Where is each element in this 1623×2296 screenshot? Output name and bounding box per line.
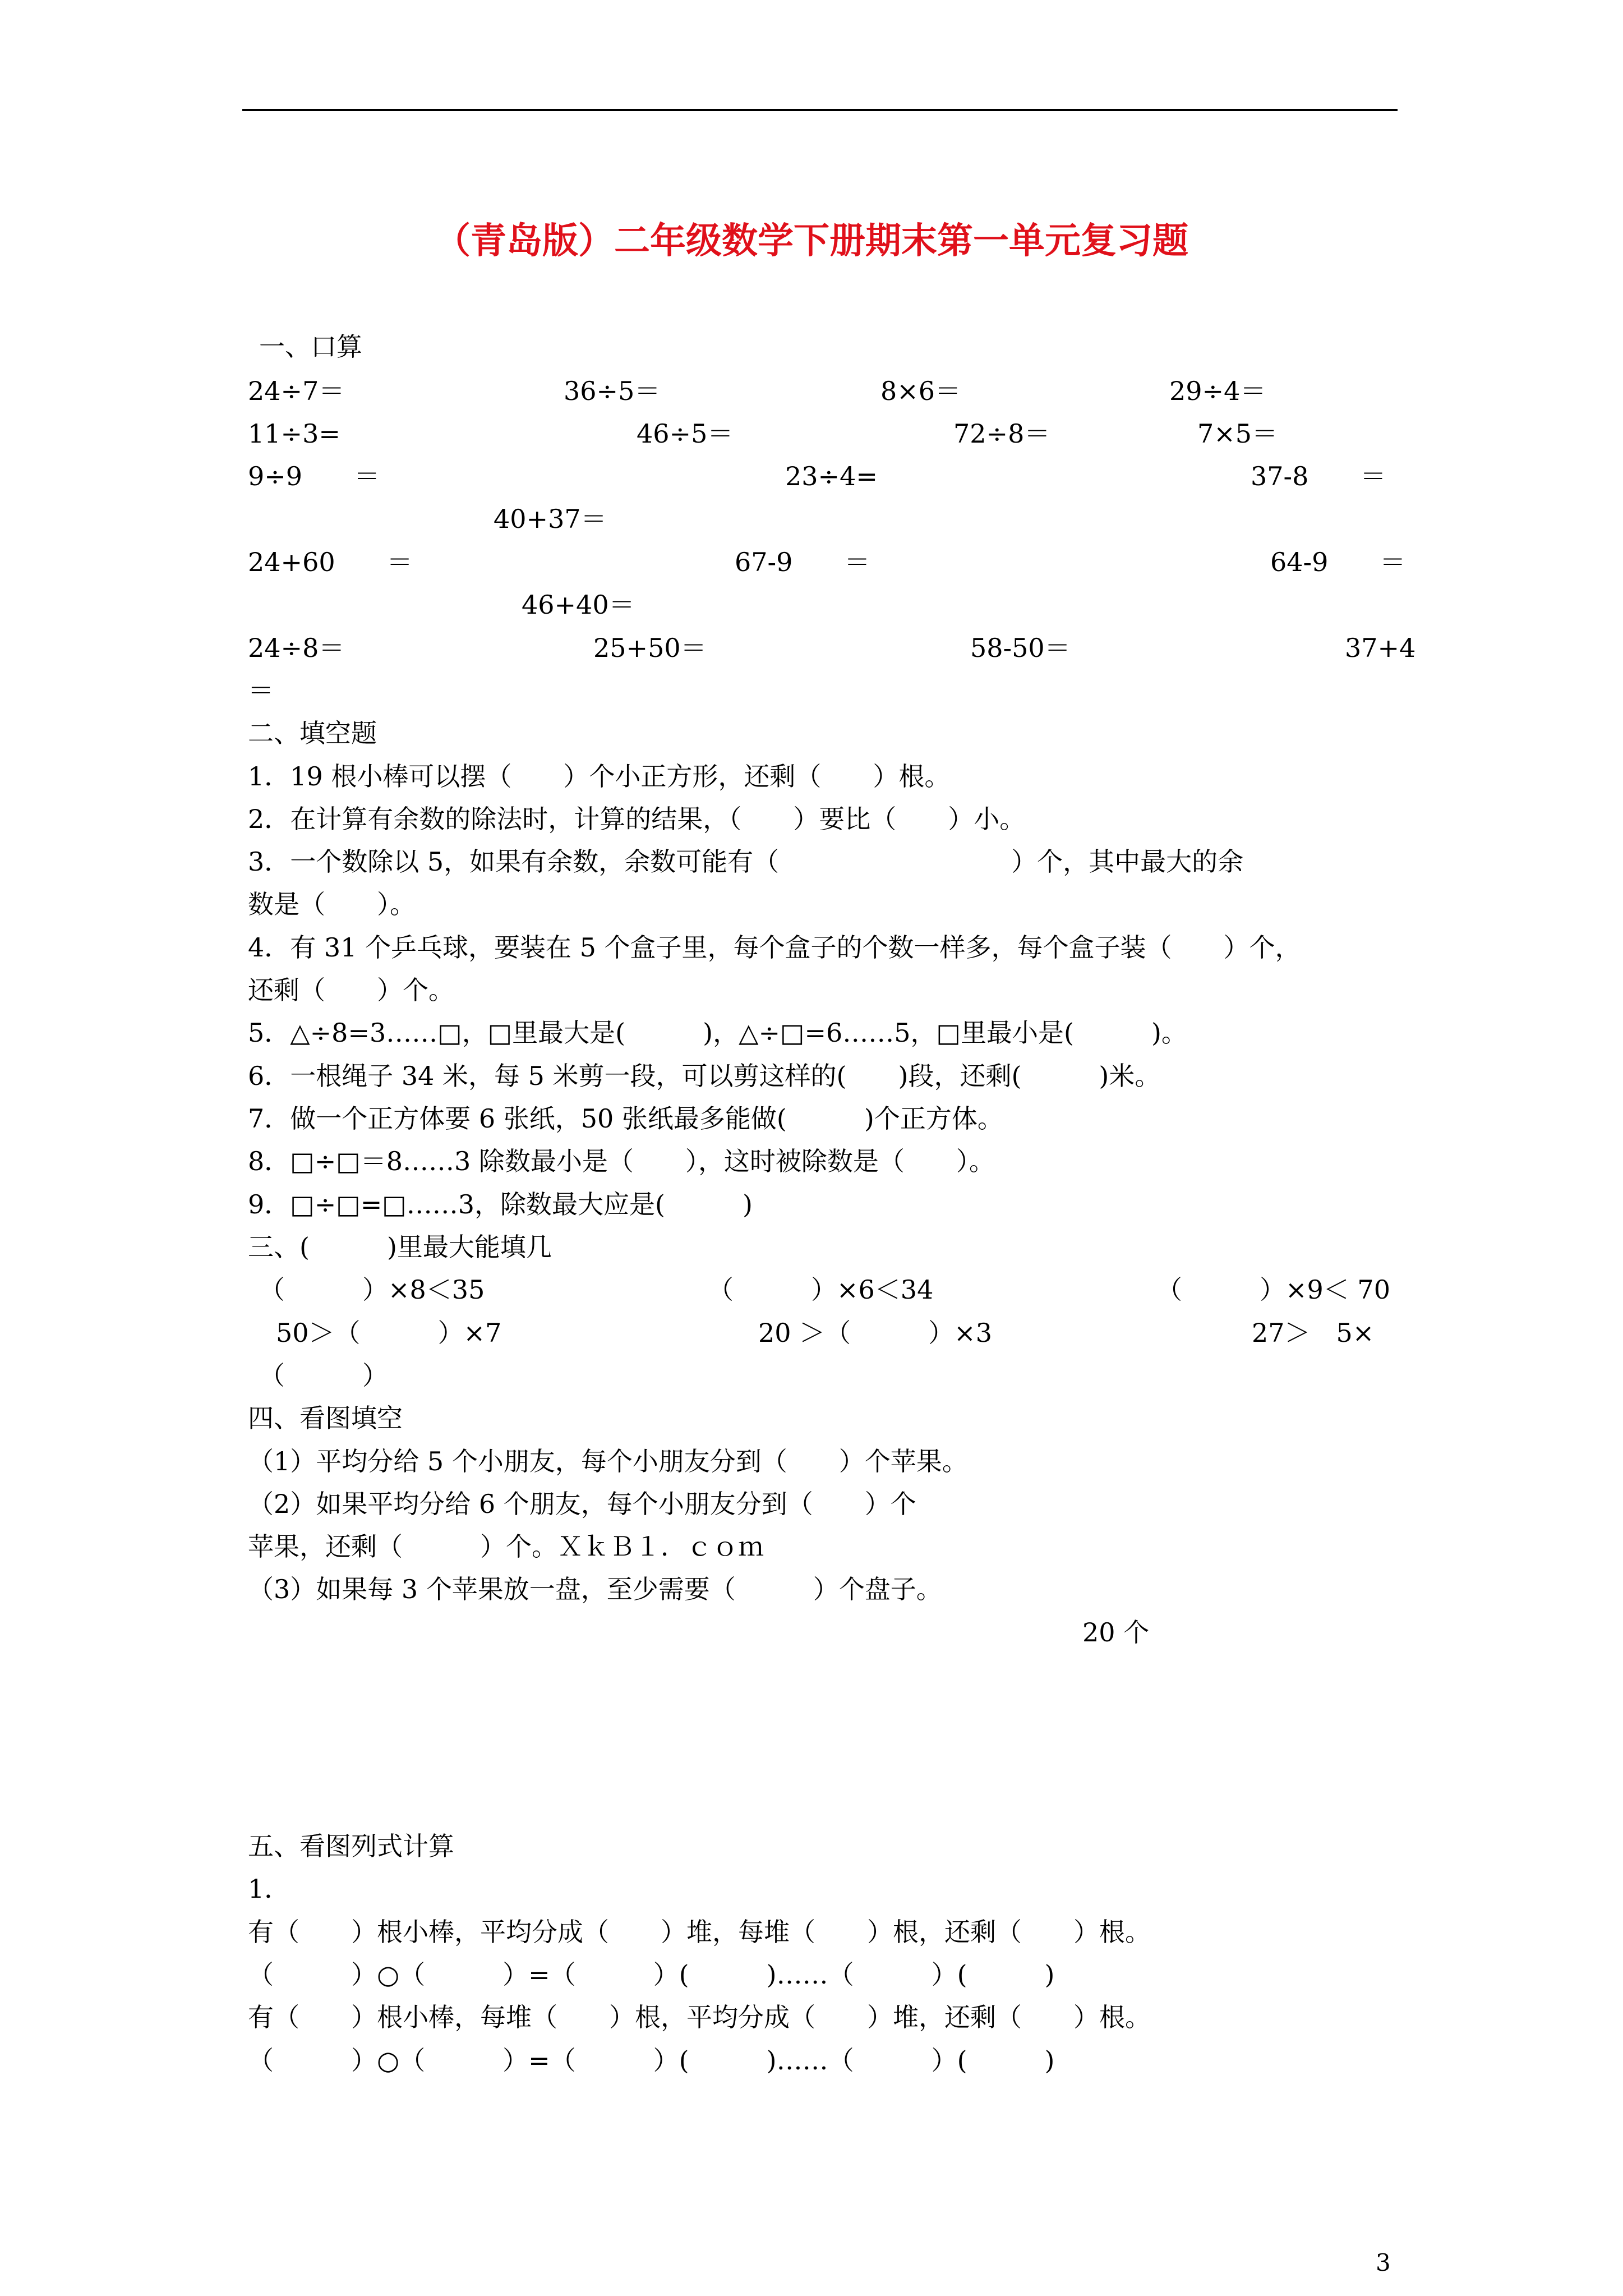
header-rule bbox=[242, 109, 1398, 111]
inequality-item: （ ）×6＜34 bbox=[708, 1274, 934, 1305]
oral-calc-item: ＝ bbox=[248, 675, 274, 706]
inequality-item: （ ）×8＜35 bbox=[259, 1274, 485, 1305]
inequality-item: 20 ＞（ ）×3 bbox=[758, 1318, 992, 1348]
oral-calc-item: 46÷5＝ bbox=[637, 418, 734, 449]
fill-blank-line: 7．做一个正方体要 6 张纸，50 张纸最多能做( )个正方体。 bbox=[248, 1103, 1003, 1134]
sticks-question: 有（ ）根小棒，平均分成（ ）堆，每堆（ ）根，还剩（ ）根。 bbox=[248, 1917, 1151, 1947]
oral-calc-item: 7×5＝ bbox=[1197, 418, 1278, 449]
sticks-question: 有（ ）根小棒，每堆（ ）根，平均分成（ ）堆，还剩（ ）根。 bbox=[248, 2002, 1151, 2032]
oral-calc-item: 72÷8＝ bbox=[953, 418, 1050, 449]
oral-calc-item: 8×6＝ bbox=[880, 376, 961, 406]
apples-count-label: 20 个 bbox=[1082, 1617, 1150, 1648]
section3-heading: 三、( )里最大能填几 bbox=[248, 1232, 552, 1262]
fill-blank-line: 1．19 根小棒可以摆（ ）个小正方形，还剩（ ）根。 bbox=[248, 761, 951, 792]
question-number: 1． bbox=[248, 1874, 291, 1904]
fill-blank-line: 2．在计算有余数的除法时，计算的结果，（ ）要比（ ）小。 bbox=[248, 804, 1026, 834]
oral-calc-item: 58-50＝ bbox=[970, 633, 1071, 663]
inequality-item: 50＞（ ）×7 bbox=[276, 1318, 502, 1348]
picture-question: （3）如果每 3 个苹果放一盘，至少需要（ ）个盘子。 bbox=[248, 1574, 942, 1604]
picture-question: （1）平均分给 5 个小朋友，每个小朋友分到（ ）个苹果。 bbox=[248, 1446, 968, 1476]
oral-calc-item: 23÷4= bbox=[785, 461, 878, 491]
oral-calc-item: 46+40＝ bbox=[522, 590, 635, 620]
inequality-item: （ ） bbox=[259, 1360, 388, 1391]
picture-question: 苹果，还剩（ ）个。ＸｋＢ１．ｃｏｍ bbox=[248, 1531, 764, 1562]
fill-blank-line: 5．△÷8=3……□，□里最大是( )，△÷□=6……5，□里最小是( )。 bbox=[248, 1018, 1187, 1048]
section2-heading: 二、填空题 bbox=[248, 718, 377, 748]
picture-question: （2）如果平均分给 6 个朋友，每个小朋友分到（ ）个 bbox=[248, 1489, 916, 1519]
fill-blank-line: 9．□÷□=□……3，除数最大应是( ) bbox=[248, 1189, 753, 1220]
page-title: （青岛版）二年级数学下册期末第一单元复习题 bbox=[435, 220, 1188, 262]
fill-blank-line: 8．□÷□＝8……3 除数最小是（ ），这时被除数是（ ）。 bbox=[248, 1146, 995, 1176]
fill-blank-line: 3．一个数除以 5，如果有余数，余数可能有（ ）个，其中最大的余 bbox=[248, 846, 1244, 877]
oral-calc-item: 25+50＝ bbox=[593, 633, 707, 663]
fill-blank-line: 还剩（ ）个。 bbox=[248, 975, 454, 1005]
section4-heading: 四、看图填空 bbox=[248, 1403, 403, 1433]
fill-blank-line: 4．有 31 个乒乓球，要装在 5 个盒子里，每个盒子的个数一样多，每个盒子装（ ）个， bbox=[248, 932, 1301, 963]
oral-calc-item: 64-9 ＝ bbox=[1270, 547, 1406, 577]
division-equation: （ ）○（ ）=（ ）( )……（ ）( ) bbox=[248, 1959, 1055, 1990]
oral-calc-item: 40+37＝ bbox=[494, 504, 607, 534]
oral-calc-item: 29÷4＝ bbox=[1169, 376, 1266, 406]
oral-calc-item: 36÷5＝ bbox=[564, 376, 661, 406]
inequality-item: （ ）×9＜ 70 bbox=[1156, 1274, 1390, 1305]
oral-calc-item: 9÷9 ＝ bbox=[248, 461, 380, 491]
oral-calc-item: 24÷8＝ bbox=[248, 633, 345, 663]
section1-heading: 一、口算 bbox=[259, 332, 362, 362]
oral-calc-item: 67-9 ＝ bbox=[735, 547, 870, 577]
oral-calc-item: 37-8 ＝ bbox=[1251, 461, 1386, 491]
section5-heading: 五、看图列式计算 bbox=[248, 1831, 454, 1861]
fill-blank-line: 6．一根绳子 34 米，每 5 米剪一段，可以剪这样的( )段，还剩( )米。 bbox=[248, 1061, 1161, 1091]
page-number: 3 bbox=[1376, 2249, 1391, 2276]
fill-blank-line: 数是（ ）。 bbox=[248, 889, 416, 919]
oral-calc-item: 24÷7＝ bbox=[248, 376, 345, 406]
oral-calc-item: 24+60 ＝ bbox=[248, 547, 413, 577]
oral-calc-item: 11÷3= bbox=[248, 418, 340, 449]
oral-calc-item: 37+4 bbox=[1345, 633, 1416, 663]
division-equation: （ ）○（ ）=（ ）( )……（ ）( ) bbox=[248, 2045, 1055, 2076]
inequality-item: 27＞ 5× bbox=[1252, 1318, 1375, 1348]
